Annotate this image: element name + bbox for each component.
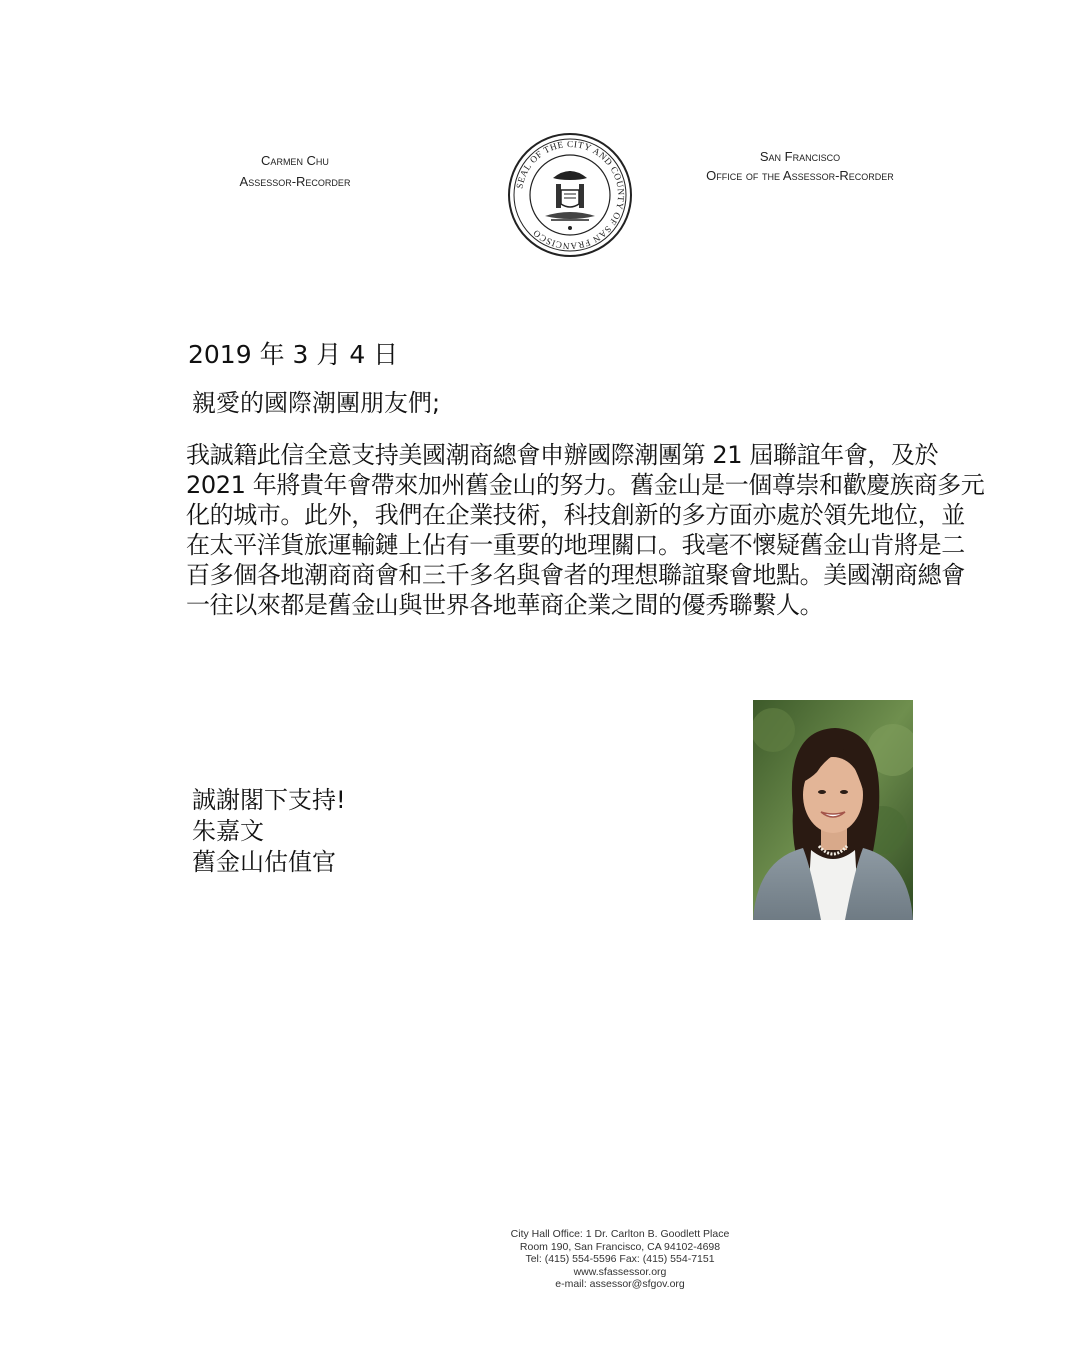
letterhead-left	[195, 150, 395, 192]
letterhead-right	[660, 147, 940, 185]
body-line: 2021 年將貴年會帶來加州舊金山的努力。舊金山是一個尊崇和歡慶族商多元	[186, 471, 985, 499]
closing-line: 誠謝閣下支持!	[192, 786, 346, 814]
assessor-title: Assessor-Recorder	[239, 174, 351, 189]
body-line: 化的城市。此外，我們在企業技術，科技創新的多方面亦處於領先地位，並	[186, 501, 965, 529]
letter-closing	[192, 785, 346, 878]
letter-date: 2019 年 3 月 4 日	[188, 340, 399, 369]
assessor-name: Carmen Chu	[261, 153, 329, 168]
body-line: 一往以來都是舊金山與世界各地華商企業之間的優秀聯繫人。	[186, 591, 824, 619]
footer-website[interactable]: www.sfassessor.org	[573, 1265, 667, 1278]
city-name: San Francisco	[759, 149, 841, 164]
letter-body	[186, 440, 1016, 620]
office-name: Office of the Assessor-Recorder	[706, 168, 894, 183]
body-line: 我誠籍此信全意支持美國潮商總會申辦國際潮團第 21 屆聯誼年會，及於	[186, 441, 939, 469]
signer-title: 舊金山估值官	[192, 848, 336, 876]
footer-room: Room 190, San Francisco, CA 94102-4698	[519, 1240, 721, 1253]
portrait-photo	[753, 700, 913, 920]
city-seal-icon	[507, 132, 633, 258]
footer-phone: Tel: (415) 554-5596 Fax: (415) 554-7151	[525, 1253, 715, 1265]
footer-address: City Hall Office: 1 Dr. Carlton B. Goodlett Place	[510, 1228, 730, 1240]
footer-email[interactable]: e-mail: assessor@sfgov.org	[555, 1278, 685, 1290]
letter-footer	[470, 1228, 770, 1291]
body-line: 百多個各地潮商商會和三千多名與會者的理想聯誼聚會地點。美國潮商總會	[186, 561, 965, 589]
seal-text: SEAL OF THE CITY AND COUNTY OF SAN FRANCISCO	[514, 138, 627, 252]
body-line: 在太平洋貨旅運輸鏈上佔有一重要的地理關口。我毫不懷疑舊金山肯將是二	[186, 531, 965, 559]
salutation: 親愛的國際潮團朋友們;	[192, 389, 441, 417]
signer-name: 朱嘉文	[192, 817, 264, 845]
